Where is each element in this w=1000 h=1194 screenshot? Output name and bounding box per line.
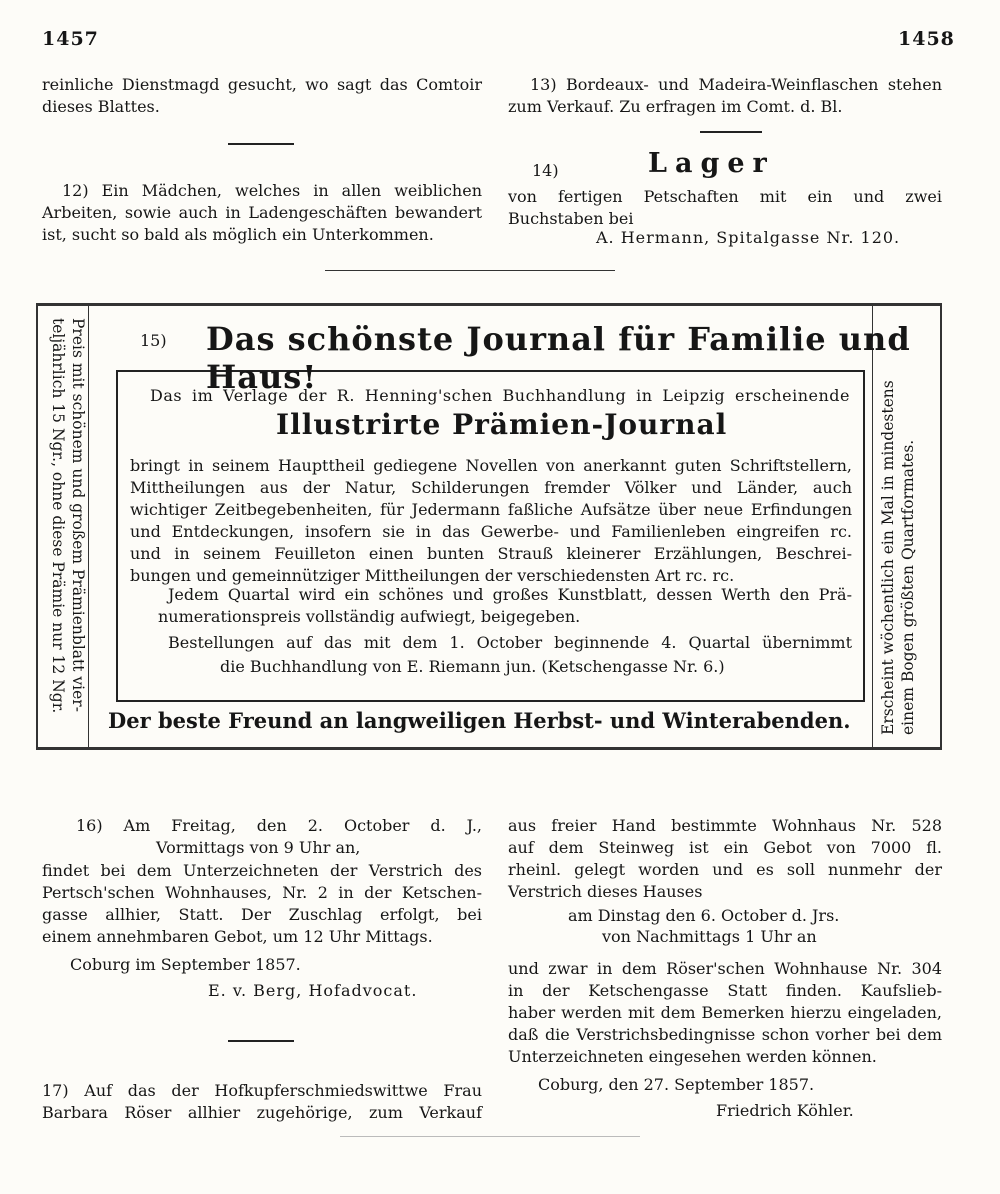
page-number-right: 1458 xyxy=(898,28,955,50)
ad14-number: 14) xyxy=(532,161,559,180)
ad15-top-rule xyxy=(36,303,942,306)
ad17-more-line-5: Unterzeichneten eingesehen werden können. xyxy=(508,1047,877,1066)
section-rule xyxy=(325,270,615,271)
ad17-more-line-2: in der Ketschengasse Statt finden. Kaufslieb- xyxy=(508,981,942,1000)
ad16-place: Coburg im September 1857. xyxy=(70,955,301,974)
ad14-line-2: Buchstaben bei xyxy=(508,209,634,228)
separator-dash xyxy=(228,1040,294,1042)
ad15-body-line-4: und Entdeckungen, insofern sie in das Gewerbe- und Familienleben eingreifen rc. xyxy=(130,522,852,541)
ad17-right-line-4: Verstrich dieses Hauses xyxy=(508,882,703,901)
ad12-line-2: Arbeiten, sowie auch in Ladengeschäften bewandert xyxy=(42,203,482,222)
ad15-body-line-6: bungen und gemeinnütziger Mittheilungen der verschiedensten Art rc. rc. xyxy=(130,566,735,585)
separator-dash xyxy=(700,131,762,133)
ad17-date-line-1: am Dinstag den 6. October d. Jrs. xyxy=(568,906,840,925)
ad13-line-1: 13) Bordeaux- und Madeira-Weinflaschen stehen xyxy=(530,75,942,94)
ad15-left-rule xyxy=(36,303,38,750)
ad17-more-line-4: daß die Verstrichsbedingnisse schon vorher bei dem xyxy=(508,1025,942,1044)
ad12-line-3: ist, sucht so bald als möglich ein Unterkommen. xyxy=(42,225,434,244)
ad17-start-line-1: 17) Auf das der Hofkupferschmiedswittwe Frau xyxy=(42,1081,482,1100)
ad14-heading: Lager xyxy=(648,148,775,179)
ad17-right-line-1: aus freier Hand bestimmte Wohnhaus Nr. 528 xyxy=(508,816,942,835)
ad16-line-1: 16) Am Freitag, den 2. October d. J., xyxy=(76,816,482,835)
ad16-body-line-2: Pertsch'schen Wohnhauses, Nr. 2 in der Ketschen- xyxy=(42,883,482,902)
ad15-body-line-1: bringt in seinem Haupttheil gediegene Novellen von anerkannt guten Schriftstellern, xyxy=(130,456,852,475)
ad15-number: 15) xyxy=(140,331,167,350)
ad16-body-line-1: findet bei dem Unterzeichneten der Verstrich des xyxy=(42,861,482,880)
ad15-side-right-line-1: Erscheint wöchentlich ein Mal in mindestens xyxy=(879,380,897,735)
page-number-left: 1457 xyxy=(42,28,99,50)
ad16-signature: E. v. Berg, Hofadvocat. xyxy=(208,981,418,1000)
ad15-body-line-3: wichtiger Zeitbegebenheiten, für Jedermann faßliche Aufsätze über neue Erfindungen xyxy=(130,500,852,519)
ad15-left-inner-rule xyxy=(88,306,89,747)
ad16-body-line-4: einem annehmbaren Gebot, um 12 Uhr Mittags. xyxy=(42,927,433,946)
ad17-more-line-1: und zwar in dem Röser'schen Wohnhause Nr. 304 xyxy=(508,959,942,978)
ad15-order-line-1: Bestellungen auf das mit dem 1. October beginnende 4. Quartal übernimmt xyxy=(168,633,852,652)
ad13-line-2: zum Verkauf. Zu erfragen im Comt. d. Bl. xyxy=(508,97,843,116)
ad15-side-right-line-2: einem Bogen größten Quartformates. xyxy=(899,439,917,735)
ad16-line-2: Vormittags von 9 Uhr an, xyxy=(156,838,361,857)
ad15-body-line-2: Mittheilungen aus der Natur, Schilderungen fremder Völker und Länder, auch xyxy=(130,478,852,497)
ad15-body-line-5: und in seinem Feuilleton einen bunten Strauß kleinerer Erzählungen, Beschrei- xyxy=(130,544,852,563)
ad-cont-line-2: dieses Blattes. xyxy=(42,97,160,116)
ad12-line-1: 12) Ein Mädchen, welches in allen weiblichen xyxy=(62,181,482,200)
ad17-place: Coburg, den 27. September 1857. xyxy=(538,1075,815,1094)
ad17-right-line-3: rheinl. gelegt worden und es soll nunmehr der xyxy=(508,860,942,879)
ad15-side-left-line-1: Preis mit schönem und großem Prämienblatt vier- xyxy=(69,318,87,712)
ad-cont-line-1: reinliche Dienstmagd gesucht, wo sagt das Comtoir xyxy=(42,75,482,94)
ad17-signature: Friedrich Köhler. xyxy=(716,1101,854,1120)
ad15-intro: Das im Verlage der R. Henning'schen Buchhandlung in Leipzig erscheinende xyxy=(150,386,850,405)
ad15-slogan: Der beste Freund an langweiligen Herbst- und Winterabenden. xyxy=(108,708,851,733)
ad15-side-left-line-2: teljährlich 15 Ngr., ohne diese Prämie nur 12 Ngr. xyxy=(49,318,67,714)
ad17-start-line-2: Barbara Röser allhier zugehörige, zum Verkauf xyxy=(42,1103,482,1122)
ad15-title: Das schönste Journal für Familie und Haus! xyxy=(206,320,911,396)
ad17-date-line-2: von Nachmittags 1 Uhr an xyxy=(602,927,817,946)
ad17-more-line-3: haber werden mit dem Bemerken hierzu eingeladen, xyxy=(508,1003,942,1022)
ad15-order-line-2: die Buchhandlung von E. Riemann jun. (Ketschengasse Nr. 6.) xyxy=(220,657,725,676)
ad17-right-line-2: auf dem Steinweg ist ein Gebot von 7000 fl. xyxy=(508,838,942,857)
ad15-quartal-line-1: Jedem Quartal wird ein schönes und großes Kunstblatt, dessen Werth den Prä- xyxy=(168,585,852,604)
ad15-quartal-line-2: numerationspreis vollständig aufwiegt, beigegeben. xyxy=(158,607,581,626)
separator-dash xyxy=(228,143,294,145)
ad14-line-1: von fertigen Petschaften mit ein und zwei xyxy=(508,187,942,206)
ad16-body-line-3: gasse allhier, Statt. Der Zuschlag erfolgt, bei xyxy=(42,905,482,924)
ad15-journal-name: Illustrirte Prämien-Journal xyxy=(276,408,728,441)
ad14-signature: A. Hermann, Spitalgasse Nr. 120. xyxy=(596,228,901,247)
ad15-bottom-rule xyxy=(36,747,942,750)
footer-rule xyxy=(340,1136,640,1137)
